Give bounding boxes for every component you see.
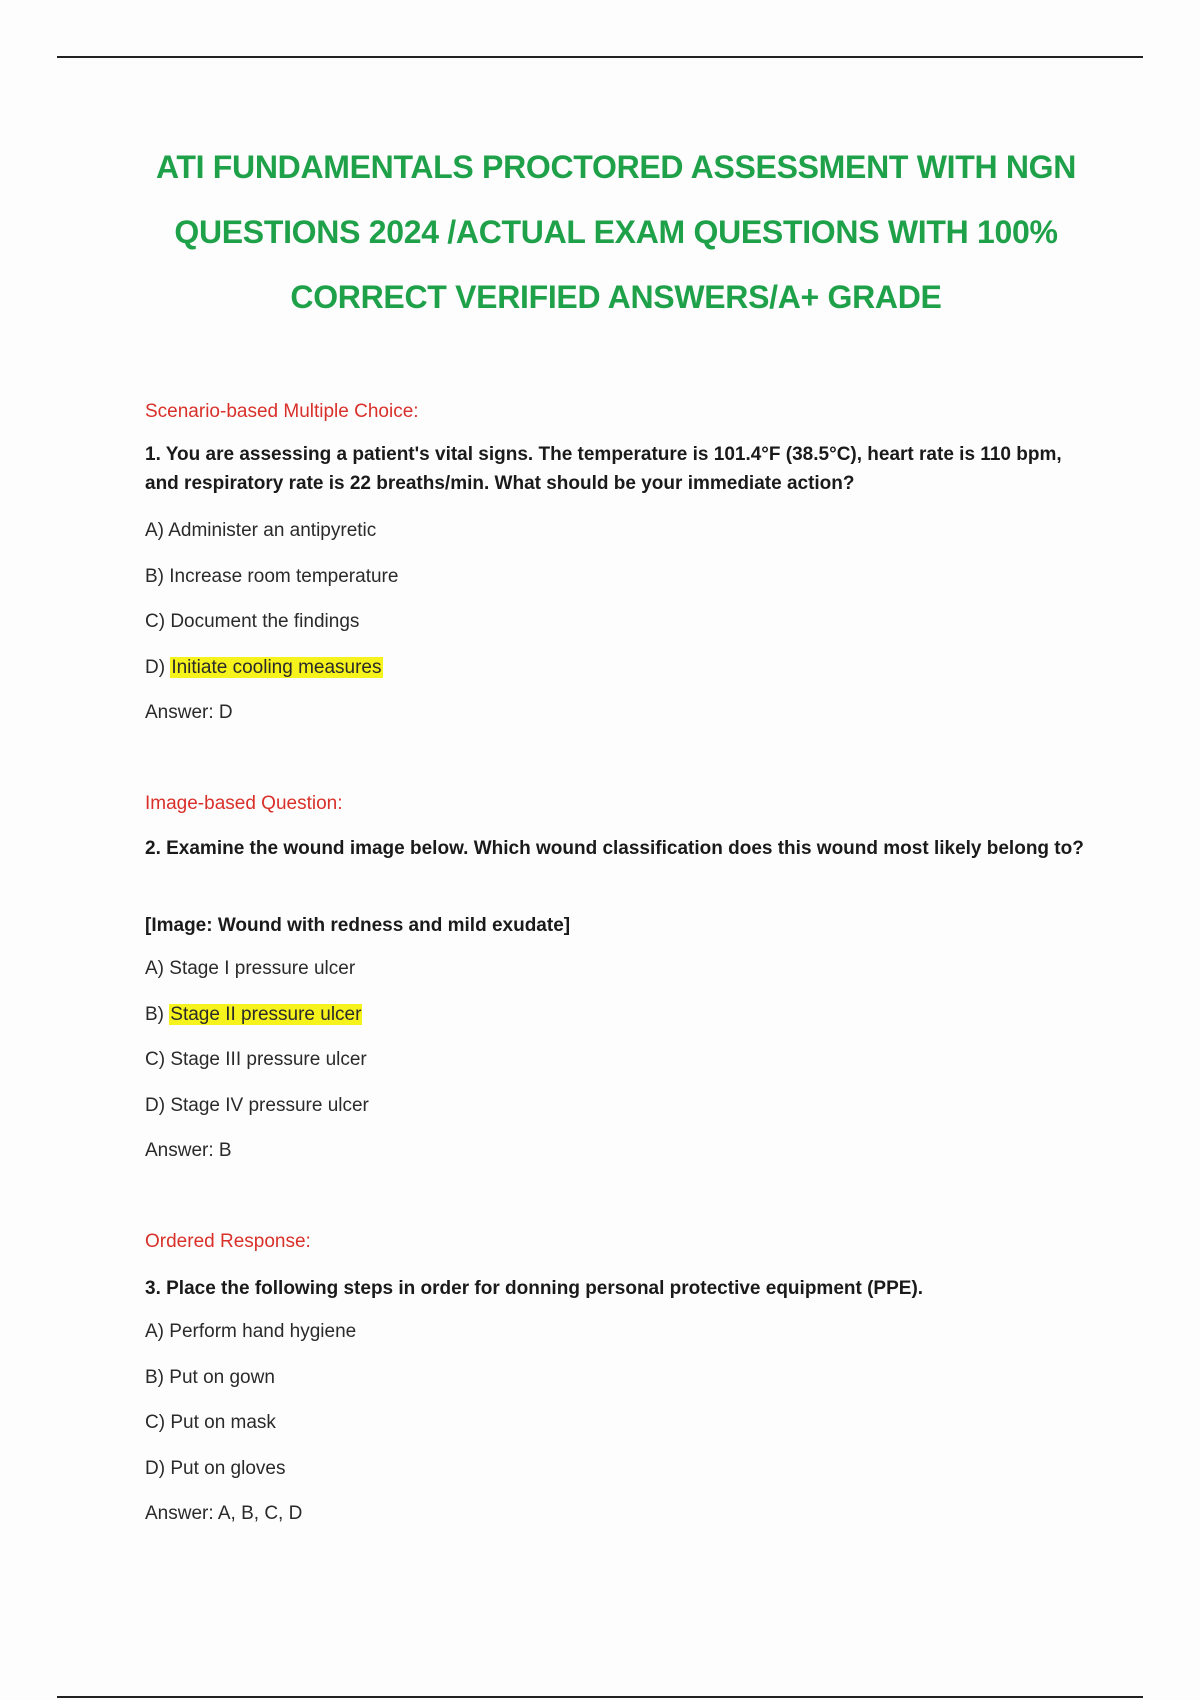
- header-rule: [57, 56, 1143, 58]
- option-d: D) Initiate cooling measures: [145, 657, 382, 678]
- option-a: A) Perform hand hygiene: [145, 1321, 357, 1342]
- title-line: QUESTIONS 2024 /ACTUAL EXAM QUESTIONS WITH 100%: [174, 214, 1058, 250]
- option-b: B) Stage II pressure ulcer: [145, 1004, 362, 1025]
- answer-line: Answer: D: [145, 702, 233, 723]
- option-c: C) Stage III pressure ulcer: [145, 1049, 367, 1070]
- highlighted-answer: Stage II pressure ulcer: [170, 1004, 362, 1025]
- option-c: C) Document the findings: [145, 611, 360, 632]
- section-heading: Scenario-based Multiple Choice:: [145, 401, 419, 422]
- option-a: A) Administer an antipyretic: [145, 520, 377, 541]
- image-note: [Image: Wound with redness and mild exudate]: [145, 915, 571, 936]
- footer-rule: [57, 1696, 1143, 1698]
- answer-line: Answer: B: [145, 1140, 232, 1161]
- question-text: 1. You are assessing a patient's vital signs. The temperature is 101.4°F (38.5°C), heart rate is 110 bpm, and respiratory rate is 22 breaths/min. What should be your immediate action?: [145, 444, 1062, 494]
- option-b: B) Increase room temperature: [145, 566, 399, 587]
- question-text: 3. Place the following steps in order for donning personal protective equipment (PPE).: [145, 1278, 924, 1299]
- section-heading: Image-based Question:: [145, 793, 343, 814]
- title-line: CORRECT VERIFIED ANSWERS/A+ GRADE: [290, 279, 942, 315]
- answer-line: Answer: A, B, C, D: [145, 1503, 303, 1524]
- option-d: D) Put on gloves: [145, 1458, 286, 1479]
- option-c: C) Put on mask: [145, 1412, 276, 1433]
- section-heading: Ordered Response:: [145, 1231, 311, 1252]
- option-d: D) Stage IV pressure ulcer: [145, 1095, 369, 1116]
- option-a: A) Stage I pressure ulcer: [145, 958, 356, 979]
- title-line: ATI FUNDAMENTALS PROCTORED ASSESSMENT WITH NGN: [155, 149, 1077, 185]
- option-b: B) Put on gown: [145, 1367, 275, 1388]
- highlighted-answer: Initiate cooling measures: [171, 657, 382, 678]
- question-text: 2. Examine the wound image below. Which wound classification does this wound most likely belong to?: [145, 838, 1084, 859]
- document-title: [100, 135, 1132, 330]
